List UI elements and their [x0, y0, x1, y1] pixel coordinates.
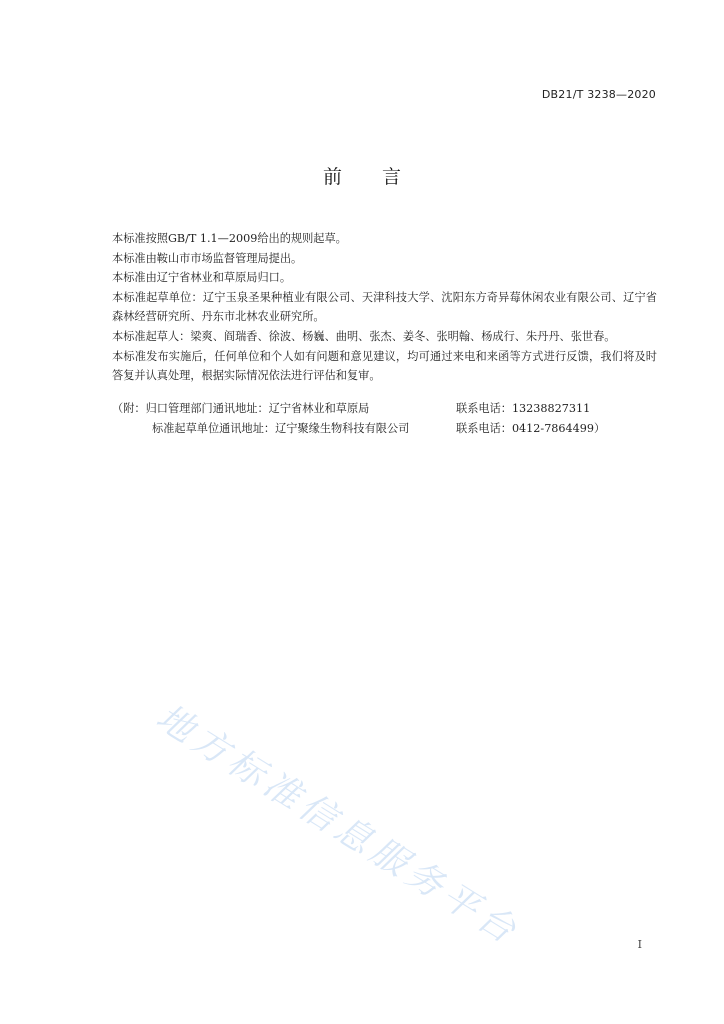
paragraph-drafters: 本标准起草人：梁爽、阎瑞香、徐波、杨巍、曲明、张杰、姜冬、张明翰、杨成行、朱丹丹、张世春。	[112, 329, 616, 343]
paragraph-drafting-units: 本标准起草单位：辽宁玉泉圣果种植业有限公司、天津科技大学、沈阳东方奇异莓休闲农业有限公司、辽宁省森林经营研究所、丹东市北林农业研究所。	[112, 290, 657, 324]
paragraph-drafting-rules: 本标准按照GB/T 1.1—2009给出的规则起草。	[112, 232, 347, 245]
page-title	[0, 162, 724, 189]
drafter-phone: 联系电话：0412-7864499）	[456, 421, 606, 435]
paragraph-centralized-by: 本标准由辽宁省林业和草原局归口。	[112, 271, 292, 285]
paragraph-feedback: 本标准发布实施后，任何单位和个人如有问题和意见建议，均可通过来电和来函等方式进行反馈，我们将及时答复并认真处理，根据实际情况依法进行评估和复审。	[112, 349, 657, 383]
contact-line-authority	[112, 399, 591, 419]
foreword-body	[112, 229, 657, 386]
authority-address: （附：归口管理部门通讯地址：辽宁省林业和草原局	[112, 402, 370, 415]
page-number: I	[637, 938, 642, 951]
watermark: 地方标准信息服务平台	[149, 696, 527, 955]
title-char-2: 言	[382, 166, 402, 188]
standard-code: DB21/T 3238—2020	[541, 88, 656, 101]
paragraph-proposed-by: 本标准由鞍山市市场监督管理局提出。	[112, 251, 303, 265]
authority-phone: 联系电话：13238827311	[456, 402, 591, 415]
drafter-address: 标准起草单位通讯地址：辽宁聚缘生物科技有限公司	[152, 421, 410, 435]
title-char-1: 前	[322, 166, 342, 188]
contact-line-drafter	[152, 419, 606, 439]
